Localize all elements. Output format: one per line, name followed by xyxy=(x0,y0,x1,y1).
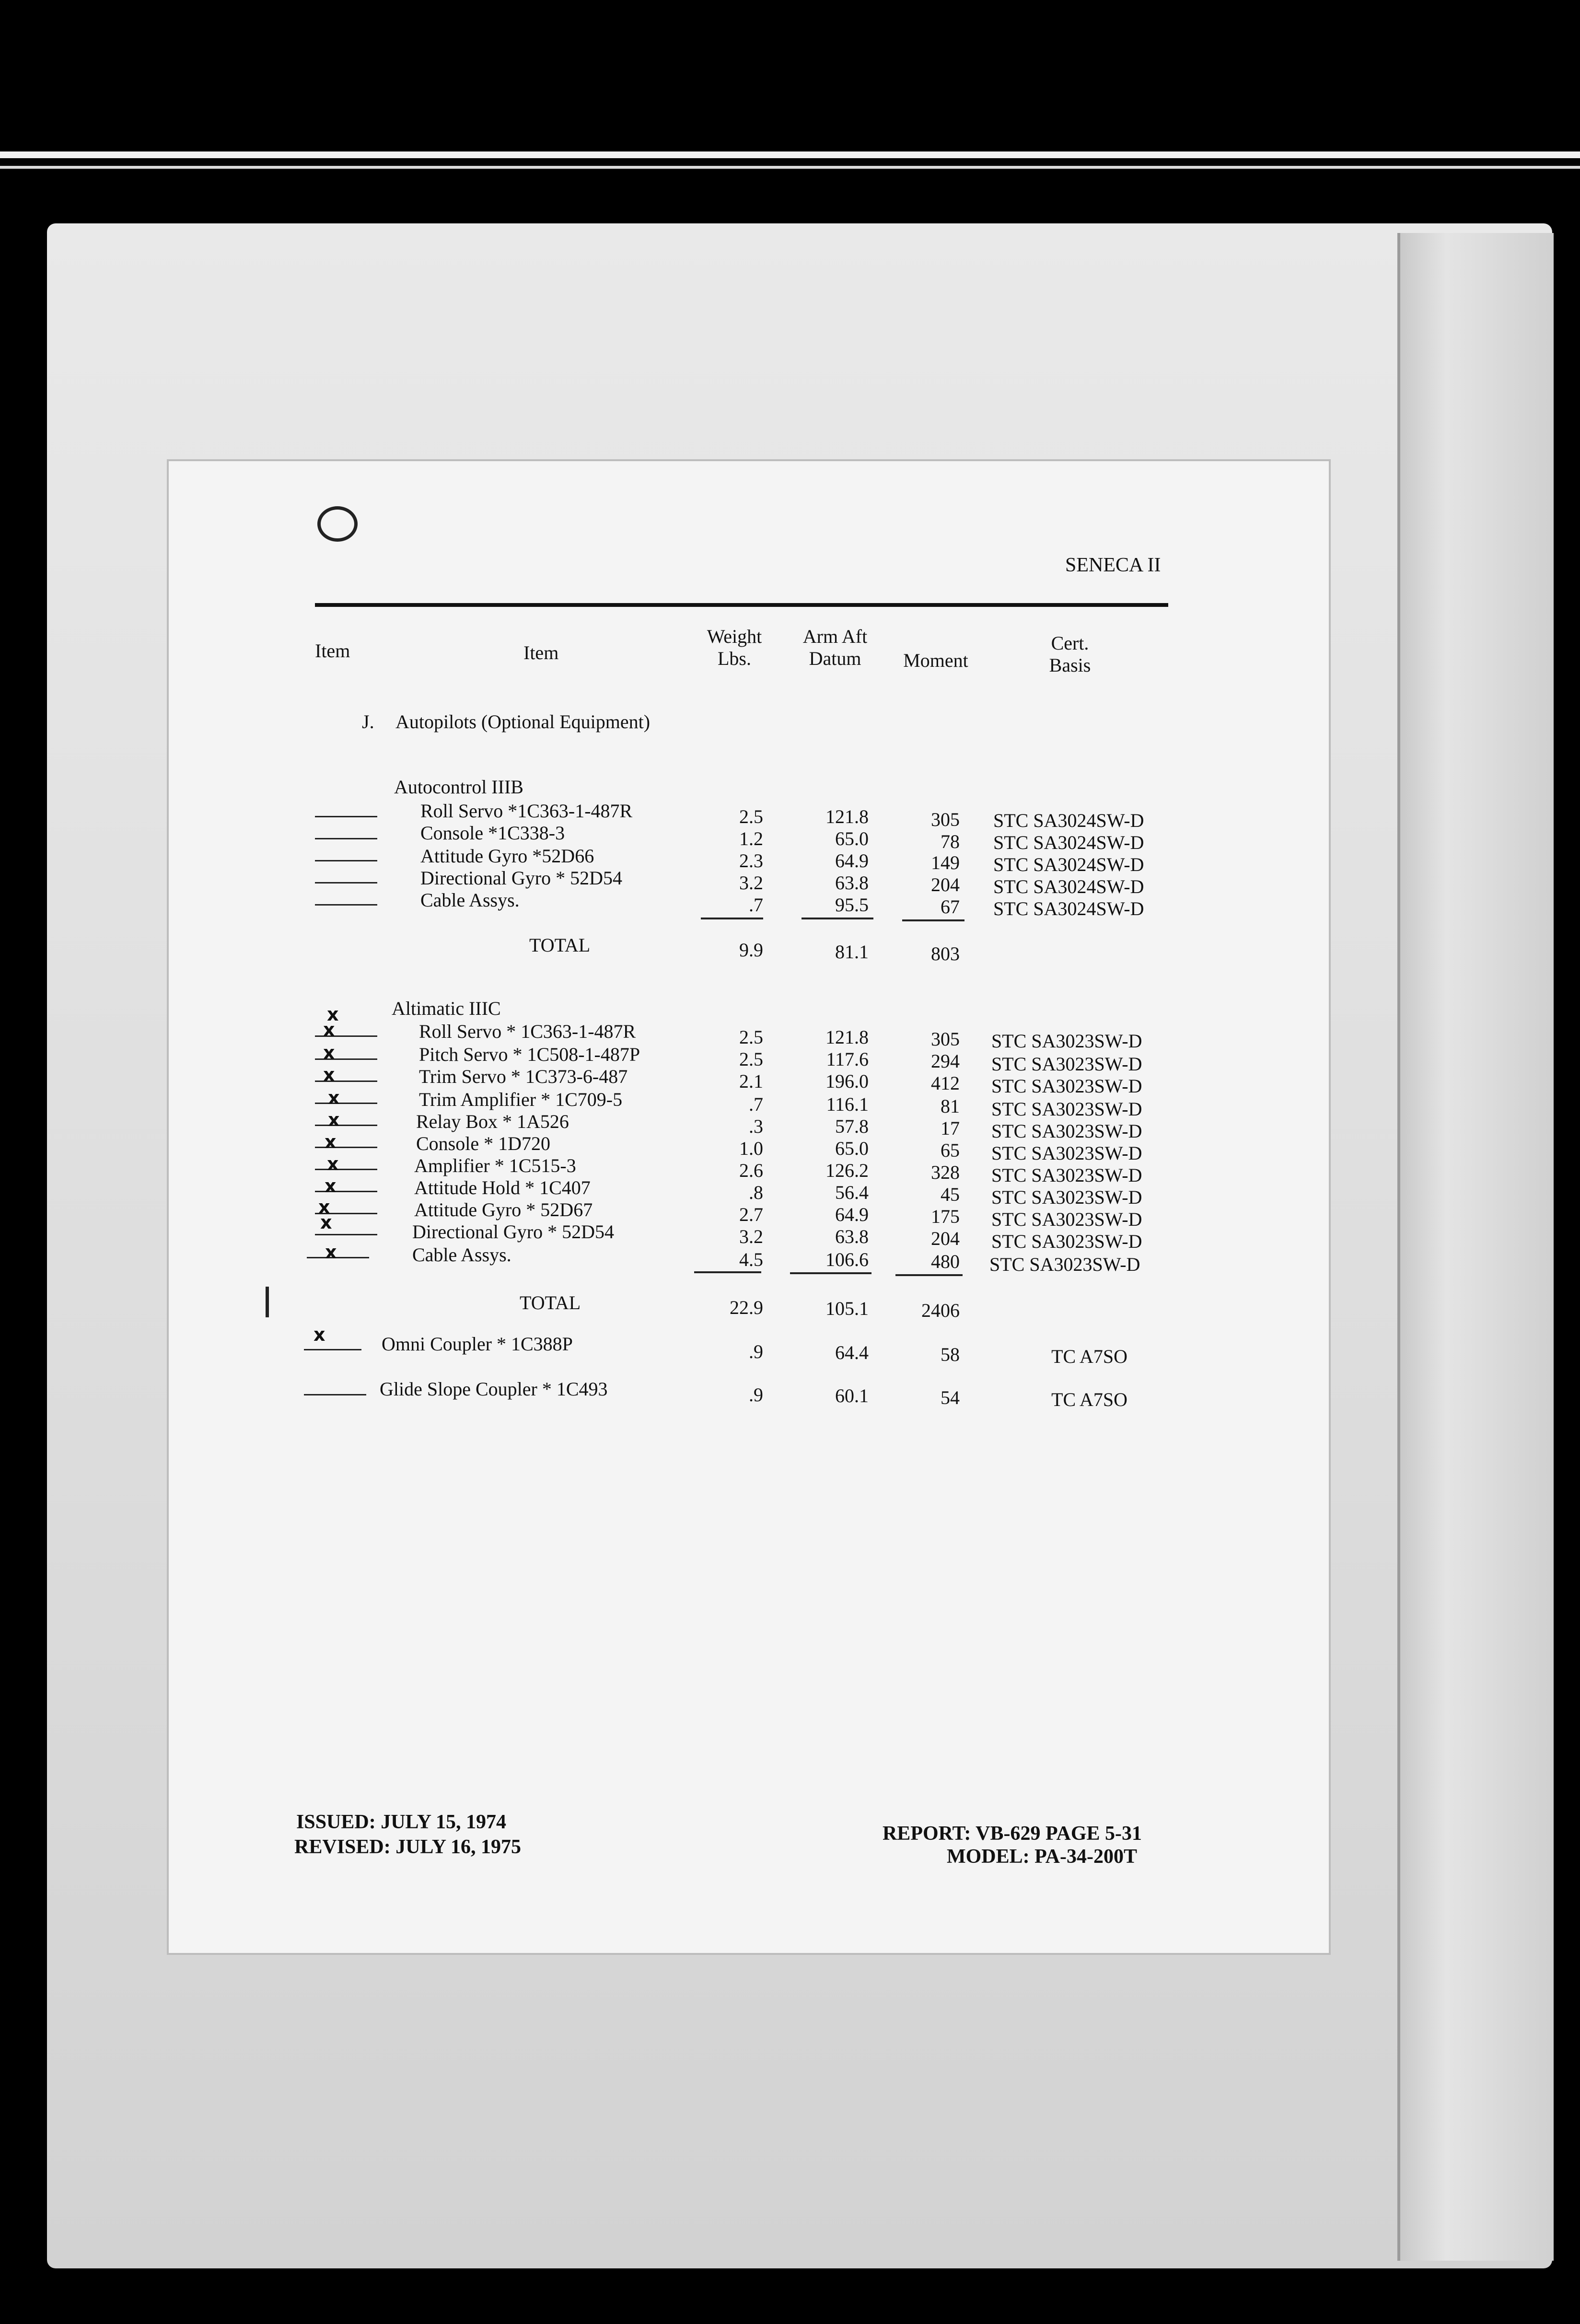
row-item: Glide Slope Coupler * 1C493 xyxy=(380,1378,608,1400)
row-moment: 204 xyxy=(931,1228,960,1249)
row-moment: 17 xyxy=(941,1117,960,1139)
row-arm: 64.9 xyxy=(835,850,869,872)
total-moment: 2406 xyxy=(921,1300,960,1321)
x-check-mark: x xyxy=(314,1324,325,1345)
row-item: Console *1C338-3 xyxy=(420,822,565,844)
row-moment: 305 xyxy=(931,1028,960,1050)
row-weight: 2.6 xyxy=(739,1160,763,1181)
row-arm: 95.5 xyxy=(835,894,869,916)
row-cert: STC SA3024SW-D xyxy=(993,832,1144,853)
film-edge-top xyxy=(0,151,1580,158)
item-blank-line xyxy=(315,904,377,906)
row-weight: .3 xyxy=(749,1116,763,1137)
row-arm: 64.9 xyxy=(835,1204,869,1225)
row-weight: 3.2 xyxy=(739,872,763,894)
row-cert: STC SA3024SW-D xyxy=(993,876,1144,897)
total-label: TOTAL xyxy=(520,1292,581,1313)
row-arm: 64.4 xyxy=(835,1342,869,1363)
subtotal-rule-moment xyxy=(902,919,964,921)
col-cert-header-1: Cert. xyxy=(1051,632,1089,654)
row-weight: .7 xyxy=(749,1093,763,1115)
document-page xyxy=(169,461,1329,1953)
row-item: Cable Assys. xyxy=(412,1244,511,1266)
row-weight: .9 xyxy=(749,1341,763,1362)
row-moment: 294 xyxy=(931,1050,960,1072)
group-name-autocontrol: Autocontrol IIIB xyxy=(394,776,523,798)
row-weight: 4.5 xyxy=(739,1249,763,1270)
x-check-mark: x xyxy=(328,1109,340,1130)
row-item: Cable Assys. xyxy=(420,889,520,911)
total-weight: 22.9 xyxy=(730,1297,763,1318)
row-arm: 56.4 xyxy=(835,1182,869,1203)
row-moment: 54 xyxy=(941,1387,960,1408)
x-check-mark: x xyxy=(325,1242,337,1263)
row-cert: STC SA3023SW-D xyxy=(991,1142,1142,1164)
total-label: TOTAL xyxy=(529,934,591,956)
x-check-mark: x xyxy=(323,1064,335,1085)
punch-hole xyxy=(317,506,358,542)
item-blank-line xyxy=(315,882,377,883)
total-moment: 803 xyxy=(931,943,960,964)
x-check-mark: x xyxy=(318,1197,330,1218)
item-blank-line xyxy=(304,1394,366,1395)
x-check-mark: x xyxy=(327,1153,339,1174)
row-item: Relay Box * 1A526 xyxy=(416,1111,569,1132)
row-cert: STC SA3024SW-D xyxy=(993,854,1144,875)
row-arm: 121.8 xyxy=(825,806,869,827)
item-blank-line xyxy=(315,1169,377,1170)
col-mark-header: Item xyxy=(315,640,350,662)
row-moment: 328 xyxy=(931,1162,960,1183)
row-item: Attitude Hold * 1C407 xyxy=(414,1177,591,1198)
row-item: Trim Amplifier * 1C709-5 xyxy=(419,1089,623,1110)
row-weight: 2.1 xyxy=(739,1070,763,1092)
row-arm: 65.0 xyxy=(835,1138,869,1159)
item-blank-line xyxy=(315,816,377,817)
total-arm: 81.1 xyxy=(835,941,869,963)
col-item-header: Item xyxy=(523,642,559,663)
item-blank-line xyxy=(315,860,377,861)
row-cert: STC SA3023SW-D xyxy=(991,1164,1142,1186)
row-item: Roll Servo *1C363-1-487R xyxy=(420,800,633,822)
item-blank-line xyxy=(315,838,377,839)
row-item: Trim Servo * 1C373-6-487 xyxy=(419,1066,628,1087)
film-edge-top-inner xyxy=(0,166,1580,169)
header-rule xyxy=(315,603,1168,607)
col-weight-header-2: Lbs. xyxy=(718,648,751,669)
row-cert: STC SA3023SW-D xyxy=(991,1098,1142,1120)
x-check-mark: x xyxy=(327,1004,339,1025)
item-blank-line xyxy=(315,1125,377,1126)
row-cert: STC SA3023SW-D xyxy=(989,1254,1140,1275)
x-check-mark: x xyxy=(325,1175,337,1197)
row-item: Omni Coupler * 1C388P xyxy=(382,1333,573,1355)
row-item: Console * 1D720 xyxy=(416,1133,550,1154)
row-item: Roll Servo * 1C363-1-487R xyxy=(419,1021,636,1042)
row-cert: STC SA3024SW-D xyxy=(993,810,1144,831)
section-title: Autopilots (Optional Equipment) xyxy=(395,711,651,732)
row-item: Attitude Gyro *52D66 xyxy=(420,845,594,867)
row-moment: 81 xyxy=(941,1095,960,1117)
row-weight: 2.5 xyxy=(739,1026,763,1048)
row-weight: .9 xyxy=(749,1384,763,1406)
row-cert: STC SA3023SW-D xyxy=(991,1030,1142,1052)
subtotal-rule-arm xyxy=(802,918,873,919)
x-check-mark: x xyxy=(320,1212,332,1233)
row-arm: 57.8 xyxy=(835,1116,869,1137)
total-arm: 105.1 xyxy=(825,1298,869,1319)
group-name-altimatic: Altimatic IIIC xyxy=(392,998,501,1019)
aircraft-title: SENECA II xyxy=(1065,554,1161,576)
row-weight: .7 xyxy=(749,894,763,916)
subtotal-rule-arm xyxy=(790,1272,871,1274)
col-arm-header-2: Datum xyxy=(809,648,861,669)
row-cert: STC SA3023SW-D xyxy=(991,1208,1142,1230)
row-moment: 175 xyxy=(931,1206,960,1227)
row-cert: STC SA3023SW-D xyxy=(991,1231,1142,1252)
row-moment: 58 xyxy=(941,1344,960,1365)
row-moment: 45 xyxy=(941,1184,960,1205)
x-check-mark: x xyxy=(323,1019,335,1040)
row-item: Directional Gyro * 52D54 xyxy=(412,1221,615,1243)
row-arm: 63.8 xyxy=(835,1226,869,1247)
row-moment: 65 xyxy=(941,1139,960,1161)
row-moment: 204 xyxy=(931,874,960,895)
row-item: Attitude Gyro * 52D67 xyxy=(414,1199,593,1220)
subtotal-rule-weight xyxy=(694,1271,761,1273)
row-arm: 116.1 xyxy=(826,1093,869,1115)
col-weight-header-1: Weight xyxy=(707,626,762,647)
row-arm: 106.6 xyxy=(825,1249,869,1270)
row-arm: 126.2 xyxy=(825,1160,869,1181)
item-blank-line xyxy=(307,1257,369,1258)
row-arm: 121.8 xyxy=(825,1026,869,1048)
issued-date: ISSUED: JULY 15, 1974 xyxy=(296,1811,506,1833)
row-weight: 2.5 xyxy=(739,1048,763,1070)
row-cert: STC SA3024SW-D xyxy=(993,898,1144,919)
row-item: Amplifier * 1C515-3 xyxy=(414,1155,576,1176)
row-cert: STC SA3023SW-D xyxy=(991,1053,1142,1075)
col-arm-header-1: Arm Aft xyxy=(802,626,868,647)
row-weight: 1.0 xyxy=(739,1138,763,1159)
row-weight: 2.7 xyxy=(739,1204,763,1225)
model-number: MODEL: PA-34-200T xyxy=(946,1846,1137,1868)
row-moment: 412 xyxy=(931,1072,960,1094)
row-moment: 480 xyxy=(931,1251,960,1272)
item-blank-line xyxy=(315,1234,377,1235)
col-moment-header: Moment xyxy=(903,650,968,671)
row-weight: 1.2 xyxy=(739,828,763,849)
revised-date: REVISED: JULY 16, 1975 xyxy=(294,1836,521,1858)
row-arm: 60.1 xyxy=(835,1385,869,1406)
section-letter: J. xyxy=(362,711,374,732)
row-moment: 305 xyxy=(931,809,960,830)
row-cert: TC A7SO xyxy=(1051,1346,1127,1367)
row-moment: 78 xyxy=(941,831,960,852)
report-number: REPORT: VB-629 PAGE 5-31 xyxy=(882,1823,1142,1845)
row-moment: 149 xyxy=(931,852,960,873)
item-blank-line xyxy=(315,1103,377,1104)
row-cert: STC SA3023SW-D xyxy=(991,1075,1142,1097)
row-moment: 67 xyxy=(941,896,960,918)
row-arm: 63.8 xyxy=(835,872,869,894)
subtotal-rule-weight xyxy=(701,918,763,919)
item-blank-line xyxy=(304,1349,361,1350)
row-cert: STC SA3023SW-D xyxy=(991,1120,1142,1142)
x-check-mark: x xyxy=(328,1087,340,1108)
col-cert-header-2: Basis xyxy=(1049,654,1091,676)
row-item: Directional Gyro * 52D54 xyxy=(420,867,623,889)
row-weight: .8 xyxy=(749,1182,763,1203)
subtotal-rule-moment xyxy=(895,1274,963,1276)
backing-board-strip xyxy=(1397,233,1554,2261)
row-weight: 3.2 xyxy=(739,1226,763,1247)
row-arm: 196.0 xyxy=(825,1070,869,1092)
row-item: Pitch Servo * 1C508-1-487P xyxy=(419,1044,640,1065)
row-weight: 2.3 xyxy=(739,850,763,872)
row-weight: 2.5 xyxy=(739,806,763,827)
total-weight: 9.9 xyxy=(739,939,763,961)
row-cert: STC SA3023SW-D xyxy=(991,1186,1142,1208)
x-check-mark: x xyxy=(325,1131,337,1152)
row-arm: 117.6 xyxy=(826,1048,869,1070)
row-arm: 65.0 xyxy=(835,828,869,849)
row-cert: TC A7SO xyxy=(1051,1389,1127,1410)
x-check-mark: x xyxy=(323,1042,335,1063)
margin-tick xyxy=(266,1287,269,1317)
